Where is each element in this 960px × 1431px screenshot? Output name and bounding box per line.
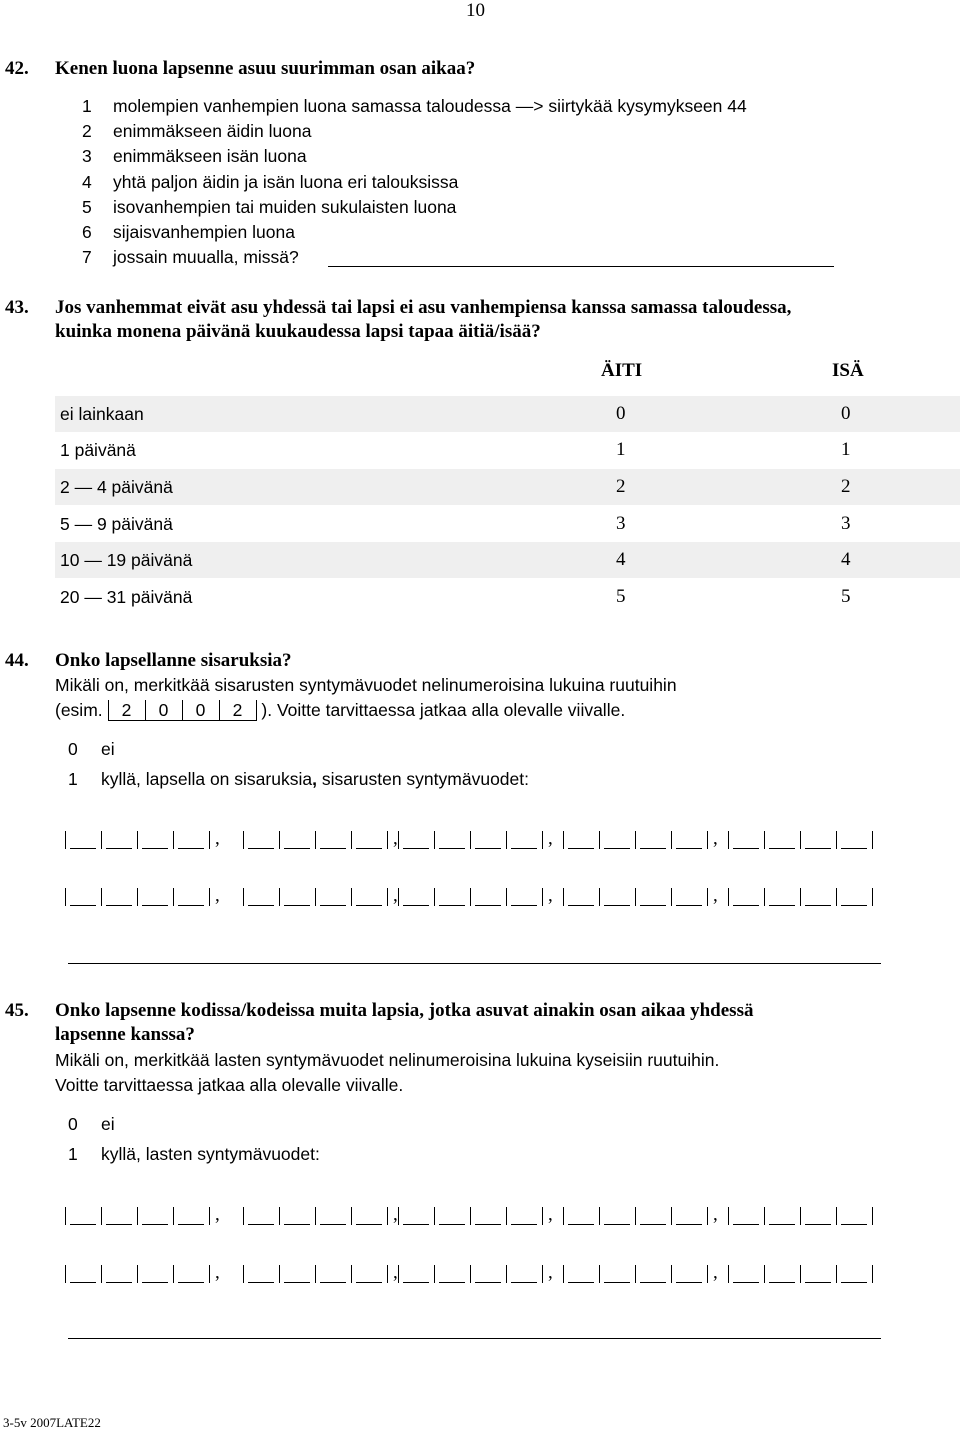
year-digit-box[interactable] [733, 1204, 759, 1225]
q45-number: 45. [5, 1000, 29, 1021]
q42-number: 42. [5, 58, 29, 79]
q44-continuation-line[interactable] [68, 963, 881, 964]
year-box-divider [387, 831, 388, 849]
year-box-divider [315, 831, 316, 849]
page-footer-code: 3-5v 2007LATE22 [3, 1415, 101, 1430]
year-digit-box[interactable] [841, 828, 867, 849]
year-box-divider [872, 1265, 873, 1283]
year-box-divider [506, 1207, 507, 1225]
year-box-divider [470, 888, 471, 906]
year-digit-box[interactable] [106, 1204, 132, 1225]
year-separator-comma: , [548, 1204, 553, 1225]
year-input-group [65, 885, 213, 907]
q42-option-1-num[interactable]: 1 [82, 96, 92, 116]
year-separator-comma: , [713, 885, 718, 906]
q43-title-line2: kuinka monena päivänä kuukaudessa lapsi tapaa äitiä/isää? [55, 321, 541, 342]
q43-mother-option[interactable]: 2 [616, 476, 626, 497]
year-box-divider [137, 888, 138, 906]
year-box-divider [351, 1207, 352, 1225]
year-digit-box[interactable] [676, 828, 702, 849]
year-input-group [563, 1262, 711, 1284]
year-digit-box[interactable] [439, 828, 465, 849]
year-box-divider [279, 1265, 280, 1283]
year-digit-box[interactable] [284, 1204, 310, 1225]
year-box-divider [542, 1265, 543, 1283]
year-box-divider [398, 1265, 399, 1283]
q42-option-6-num[interactable]: 6 [82, 222, 92, 242]
year-digit-box[interactable] [320, 1204, 346, 1225]
q45-instruction-line1: Mikäli on, merkitkää lasten syntymävuodet nelinumeroisina lukuina kyseisiin ruutuihin. [55, 1050, 720, 1070]
year-box-divider [506, 831, 507, 849]
year-box-divider [137, 1207, 138, 1225]
q43-table-row [55, 469, 960, 505]
year-box-divider [872, 888, 873, 906]
year-box-divider [635, 1207, 636, 1225]
year-digit-box[interactable] [356, 885, 382, 906]
year-box-divider [65, 1265, 66, 1283]
year-input-group [398, 828, 546, 850]
year-box-divider [872, 831, 873, 849]
q44-option-yes-num[interactable]: 1 [68, 769, 78, 789]
year-separator-comma: , [393, 1262, 398, 1283]
year-input-group [243, 828, 391, 850]
year-box-divider [398, 1207, 399, 1225]
year-digit-box[interactable] [604, 828, 630, 849]
year-box-divider [101, 831, 102, 849]
q43-father-option[interactable]: 0 [841, 403, 851, 424]
year-box-divider [434, 831, 435, 849]
q43-mother-option[interactable]: 4 [616, 549, 626, 570]
q44-instruction-line1: Mikäli on, merkitkää sisarusten syntymävuodet nelinumeroisina lukuina ruutuihin [55, 675, 677, 695]
year-box-divider [387, 1265, 388, 1283]
year-digit-box[interactable] [604, 1262, 630, 1283]
year-box-divider [728, 831, 729, 849]
q44-instruction-line2 [55, 699, 625, 721]
q42-option-3-text: enimmäkseen isän luona [113, 146, 307, 166]
year-box-divider [315, 1207, 316, 1225]
year-box-divider [728, 1265, 729, 1283]
year-box-divider [707, 831, 708, 849]
year-digit-box[interactable] [284, 1262, 310, 1283]
q44-option-yes-text-a: kyllä, lapsella on sisaruksia [101, 769, 313, 789]
year-box-divider [65, 831, 66, 849]
year-box-divider [209, 888, 210, 906]
year-box-divider [800, 1265, 801, 1283]
year-separator-comma: , [548, 1262, 553, 1283]
year-digit-box[interactable] [248, 1262, 274, 1283]
year-input-group [563, 1204, 711, 1226]
year-digit-box[interactable] [248, 828, 274, 849]
year-digit-box[interactable] [403, 1262, 429, 1283]
year-box-divider [728, 888, 729, 906]
q43-row-label: 1 päivänä [60, 440, 136, 460]
year-digit-box[interactable] [356, 1262, 382, 1283]
year-digit-box[interactable] [769, 1262, 795, 1283]
col-header-father: ISÄ [832, 360, 864, 381]
year-box-divider [101, 1207, 102, 1225]
q44-option-no-num[interactable]: 0 [68, 739, 78, 759]
year-box-divider [65, 1207, 66, 1225]
year-digit-box[interactable] [475, 1204, 501, 1225]
year-box-divider [599, 888, 600, 906]
year-digit-box[interactable] [676, 885, 702, 906]
q44-instruction-prefix: (esim. [55, 700, 103, 720]
q45-title-line2: lapsenne kanssa? [55, 1024, 195, 1045]
q43-mother-option[interactable]: 1 [616, 439, 626, 460]
year-separator-comma: , [215, 1262, 220, 1283]
year-digit-box[interactable] [142, 1204, 168, 1225]
year-digit-box[interactable] [356, 828, 382, 849]
year-box-divider [671, 1265, 672, 1283]
year-box-divider [173, 1207, 174, 1225]
year-separator-comma: , [548, 885, 553, 906]
year-input-group [243, 885, 391, 907]
example-year-digit: 2 [219, 700, 257, 721]
year-box-divider [434, 888, 435, 906]
q43-mother-option[interactable]: 5 [616, 586, 626, 607]
year-digit-box[interactable] [70, 885, 96, 906]
year-digit-box[interactable] [142, 828, 168, 849]
year-box-divider [542, 888, 543, 906]
year-box-divider [836, 831, 837, 849]
q44-year-row-2 [65, 885, 895, 907]
q42-option-7-text: jossain muualla, missä? [113, 247, 299, 267]
year-box-divider [836, 1265, 837, 1283]
q44-year-row-1 [65, 828, 895, 850]
year-separator-comma: , [713, 1262, 718, 1283]
q45-option-no-text: ei [101, 1114, 115, 1134]
year-digit-box[interactable] [511, 885, 537, 906]
year-separator-comma: , [393, 1204, 398, 1225]
year-box-divider [563, 831, 564, 849]
year-digit-box[interactable] [178, 828, 204, 849]
year-digit-box[interactable] [142, 885, 168, 906]
q43-father-option[interactable]: 2 [841, 476, 851, 497]
year-digit-box[interactable] [640, 828, 666, 849]
year-separator-comma: , [393, 885, 398, 906]
year-box-divider [563, 888, 564, 906]
year-digit-box[interactable] [568, 885, 594, 906]
year-digit-box[interactable] [106, 885, 132, 906]
year-digit-box[interactable] [640, 1262, 666, 1283]
example-year-boxes [108, 699, 257, 721]
year-box-divider [470, 831, 471, 849]
year-digit-box[interactable] [320, 885, 346, 906]
year-digit-box[interactable] [733, 828, 759, 849]
year-digit-box[interactable] [356, 1204, 382, 1225]
year-digit-box[interactable] [475, 885, 501, 906]
year-digit-box[interactable] [805, 828, 831, 849]
year-digit-box[interactable] [403, 1204, 429, 1225]
q42-other-answer-line[interactable] [328, 266, 834, 267]
year-input-group [398, 1204, 546, 1226]
year-digit-box[interactable] [70, 828, 96, 849]
year-digit-box[interactable] [568, 1262, 594, 1283]
year-digit-box[interactable] [676, 1262, 702, 1283]
year-box-divider [872, 1207, 873, 1225]
year-digit-box[interactable] [284, 885, 310, 906]
year-digit-box[interactable] [248, 1204, 274, 1225]
year-box-divider [434, 1265, 435, 1283]
year-digit-box[interactable] [142, 1262, 168, 1283]
q43-title-line1: Jos vanhemmat eivät asu yhdessä tai lapsi ei asu vanhempiensa kanssa samassa taloudessa, [55, 297, 792, 318]
year-box-divider [836, 888, 837, 906]
year-digit-box[interactable] [733, 885, 759, 906]
year-digit-box[interactable] [769, 885, 795, 906]
q42-option-5-text: isovanhempien tai muiden sukulaisten luona [113, 197, 457, 217]
year-box-divider [542, 1207, 543, 1225]
year-digit-box[interactable] [568, 1204, 594, 1225]
q44-title: Onko lapsellanne sisaruksia? [55, 650, 292, 671]
year-box-divider [279, 1207, 280, 1225]
year-box-divider [243, 1207, 244, 1225]
year-box-divider [764, 1207, 765, 1225]
year-box-divider [671, 1207, 672, 1225]
year-box-divider [635, 831, 636, 849]
q45-instruction-line2: Voitte tarvittaessa jatkaa alla olevalle viivalle. [55, 1075, 404, 1095]
year-box-divider [209, 1265, 210, 1283]
q42-option-5-num[interactable]: 5 [82, 197, 92, 217]
year-box-divider [398, 831, 399, 849]
year-digit-box[interactable] [604, 1204, 630, 1225]
q43-row-label: 10 — 19 päivänä [60, 550, 193, 570]
year-digit-box[interactable] [769, 828, 795, 849]
year-separator-comma: , [548, 828, 553, 849]
q43-father-option[interactable]: 3 [841, 513, 851, 534]
year-box-divider [707, 1207, 708, 1225]
year-box-divider [101, 1265, 102, 1283]
q43-row-label: 20 — 31 päivänä [60, 587, 193, 607]
year-box-divider [728, 1207, 729, 1225]
year-box-divider [137, 831, 138, 849]
year-box-divider [65, 888, 66, 906]
year-box-divider [764, 831, 765, 849]
year-box-divider [800, 831, 801, 849]
year-digit-box[interactable] [841, 1204, 867, 1225]
year-box-divider [173, 888, 174, 906]
q42-option-2-text: enimmäkseen äidin luona [113, 121, 312, 141]
q43-table-row [55, 506, 960, 542]
year-input-group [65, 828, 213, 850]
year-separator-comma: , [713, 1204, 718, 1225]
year-box-divider [635, 1265, 636, 1283]
example-year-digit: 0 [145, 700, 182, 721]
year-box-divider [563, 1265, 564, 1283]
year-digit-box[interactable] [320, 828, 346, 849]
year-digit-box[interactable] [733, 1262, 759, 1283]
year-box-divider [173, 831, 174, 849]
year-box-divider [101, 888, 102, 906]
year-box-divider [764, 888, 765, 906]
year-box-divider [351, 831, 352, 849]
q42-option-6-text: sijaisvanhempien luona [113, 222, 295, 242]
year-digit-box[interactable] [769, 1204, 795, 1225]
year-box-divider [351, 1265, 352, 1283]
year-digit-box[interactable] [178, 1204, 204, 1225]
year-box-divider [800, 1207, 801, 1225]
year-box-divider [599, 831, 600, 849]
q43-mother-option[interactable]: 0 [616, 403, 626, 424]
year-digit-box[interactable] [568, 828, 594, 849]
q43-row-label: ei lainkaan [60, 404, 144, 424]
year-box-divider [671, 831, 672, 849]
year-box-divider [470, 1207, 471, 1225]
q43-father-option[interactable]: 5 [841, 586, 851, 607]
year-digit-box[interactable] [640, 885, 666, 906]
year-box-divider [387, 1207, 388, 1225]
year-input-group [65, 1262, 213, 1284]
year-input-group [243, 1204, 391, 1226]
year-digit-box[interactable] [604, 885, 630, 906]
year-box-divider [315, 1265, 316, 1283]
year-digit-box[interactable] [284, 828, 310, 849]
q44-option-no-text: ei [101, 739, 115, 759]
q42-option-7-num[interactable]: 7 [82, 247, 92, 267]
year-box-divider [599, 1265, 600, 1283]
q44-option-yes-comma: , [312, 769, 317, 789]
q42-option-3-num[interactable]: 3 [82, 146, 92, 166]
q45-year-row-1 [65, 1204, 895, 1226]
year-digit-box[interactable] [439, 1262, 465, 1283]
year-digit-box[interactable] [70, 1262, 96, 1283]
year-digit-box[interactable] [403, 828, 429, 849]
year-box-divider [243, 888, 244, 906]
q42-option-4-num[interactable]: 4 [82, 172, 92, 192]
year-input-group [728, 885, 876, 907]
year-box-divider [764, 1265, 765, 1283]
year-separator-comma: , [215, 1204, 220, 1225]
year-digit-box[interactable] [511, 1262, 537, 1283]
q43-row-label: 2 — 4 päivänä [60, 477, 173, 497]
year-separator-comma: , [215, 828, 220, 849]
year-box-divider [209, 1207, 210, 1225]
year-box-divider [315, 888, 316, 906]
year-box-divider [506, 888, 507, 906]
q45-year-row-2 [65, 1262, 895, 1284]
year-box-divider [599, 1207, 600, 1225]
q43-number: 43. [5, 297, 29, 318]
year-box-divider [351, 888, 352, 906]
q43-mother-option[interactable]: 3 [616, 513, 626, 534]
year-digit-box[interactable] [805, 1204, 831, 1225]
year-box-divider [137, 1265, 138, 1283]
year-separator-comma: , [393, 828, 398, 849]
year-digit-box[interactable] [106, 1262, 132, 1283]
year-box-divider [506, 1265, 507, 1283]
q43-father-option[interactable]: 4 [841, 549, 851, 570]
year-box-divider [279, 888, 280, 906]
year-digit-box[interactable] [640, 1204, 666, 1225]
year-digit-box[interactable] [106, 828, 132, 849]
year-digit-box[interactable] [439, 885, 465, 906]
year-input-group [65, 1204, 213, 1226]
year-box-divider [387, 888, 388, 906]
year-box-divider [470, 1265, 471, 1283]
q43-table-row [55, 542, 960, 578]
year-box-divider [434, 1207, 435, 1225]
year-digit-box[interactable] [805, 1262, 831, 1283]
year-digit-box[interactable] [70, 1204, 96, 1225]
example-year-digit: 2 [108, 700, 145, 721]
year-box-divider [836, 1207, 837, 1225]
q44-number: 44. [5, 650, 29, 671]
year-digit-box[interactable] [475, 1262, 501, 1283]
year-digit-box[interactable] [841, 1262, 867, 1283]
year-digit-box[interactable] [248, 885, 274, 906]
year-digit-box[interactable] [676, 1204, 702, 1225]
year-separator-comma: , [215, 885, 220, 906]
year-input-group [243, 1262, 391, 1284]
col-header-mother: ÄITI [601, 360, 643, 381]
q43-table-row [55, 432, 960, 468]
year-input-group [563, 885, 711, 907]
year-digit-box[interactable] [178, 885, 204, 906]
year-box-divider [243, 831, 244, 849]
q44-instruction-suffix: ). Voitte tarvittaessa jatkaa alla olevalle viivalle. [261, 700, 626, 720]
year-input-group [398, 1262, 546, 1284]
year-input-group [563, 828, 711, 850]
year-digit-box[interactable] [841, 885, 867, 906]
year-separator-comma: , [713, 828, 718, 849]
q43-father-option[interactable]: 1 [841, 439, 851, 460]
year-box-divider [279, 831, 280, 849]
year-digit-box[interactable] [178, 1262, 204, 1283]
year-input-group [728, 1262, 876, 1284]
q45-title-line1: Onko lapsenne kodissa/kodeissa muita lapsia, jotka asuvat ainakin osan aikaa yhdessä [55, 1000, 754, 1021]
q44-option-yes-text-b: sisarusten syntymävuodet: [316, 769, 529, 789]
year-digit-box[interactable] [320, 1262, 346, 1283]
page-number: 10 [466, 0, 485, 21]
q45-option-yes-text: kyllä, lasten syntymävuodet: [101, 1144, 320, 1164]
q44-option-yes-text [101, 768, 529, 790]
year-box-divider [800, 888, 801, 906]
year-digit-box[interactable] [511, 828, 537, 849]
q43-table-row [55, 579, 960, 615]
year-digit-box[interactable] [439, 1204, 465, 1225]
year-box-divider [671, 888, 672, 906]
year-box-divider [173, 1265, 174, 1283]
year-box-divider [243, 1265, 244, 1283]
year-box-divider [209, 831, 210, 849]
example-year-digit: 0 [182, 700, 219, 721]
q45-option-no-num[interactable]: 0 [68, 1114, 78, 1134]
year-box-divider [635, 888, 636, 906]
year-box-divider [398, 888, 399, 906]
q45-continuation-line[interactable] [68, 1338, 881, 1339]
year-digit-box[interactable] [805, 885, 831, 906]
year-box-divider [563, 1207, 564, 1225]
year-digit-box[interactable] [475, 828, 501, 849]
q42-option-2-num[interactable]: 2 [82, 121, 92, 141]
year-box-divider [707, 888, 708, 906]
q43-row-label: 5 — 9 päivänä [60, 514, 173, 534]
q43-table-row [55, 396, 960, 432]
q42-option-1-text: molempien vanhempien luona samassa taloudessa —> siirtykää kysymykseen 44 [113, 96, 747, 116]
q42-title: Kenen luona lapsenne asuu suurimman osan aikaa? [55, 58, 476, 79]
year-input-group [728, 1204, 876, 1226]
year-box-divider [542, 831, 543, 849]
year-box-divider [707, 1265, 708, 1283]
year-digit-box[interactable] [403, 885, 429, 906]
year-input-group [728, 828, 876, 850]
year-input-group [398, 885, 546, 907]
year-digit-box[interactable] [511, 1204, 537, 1225]
q45-option-yes-num[interactable]: 1 [68, 1144, 78, 1164]
q42-option-4-text: yhtä paljon äidin ja isän luona eri talouksissa [113, 172, 459, 192]
